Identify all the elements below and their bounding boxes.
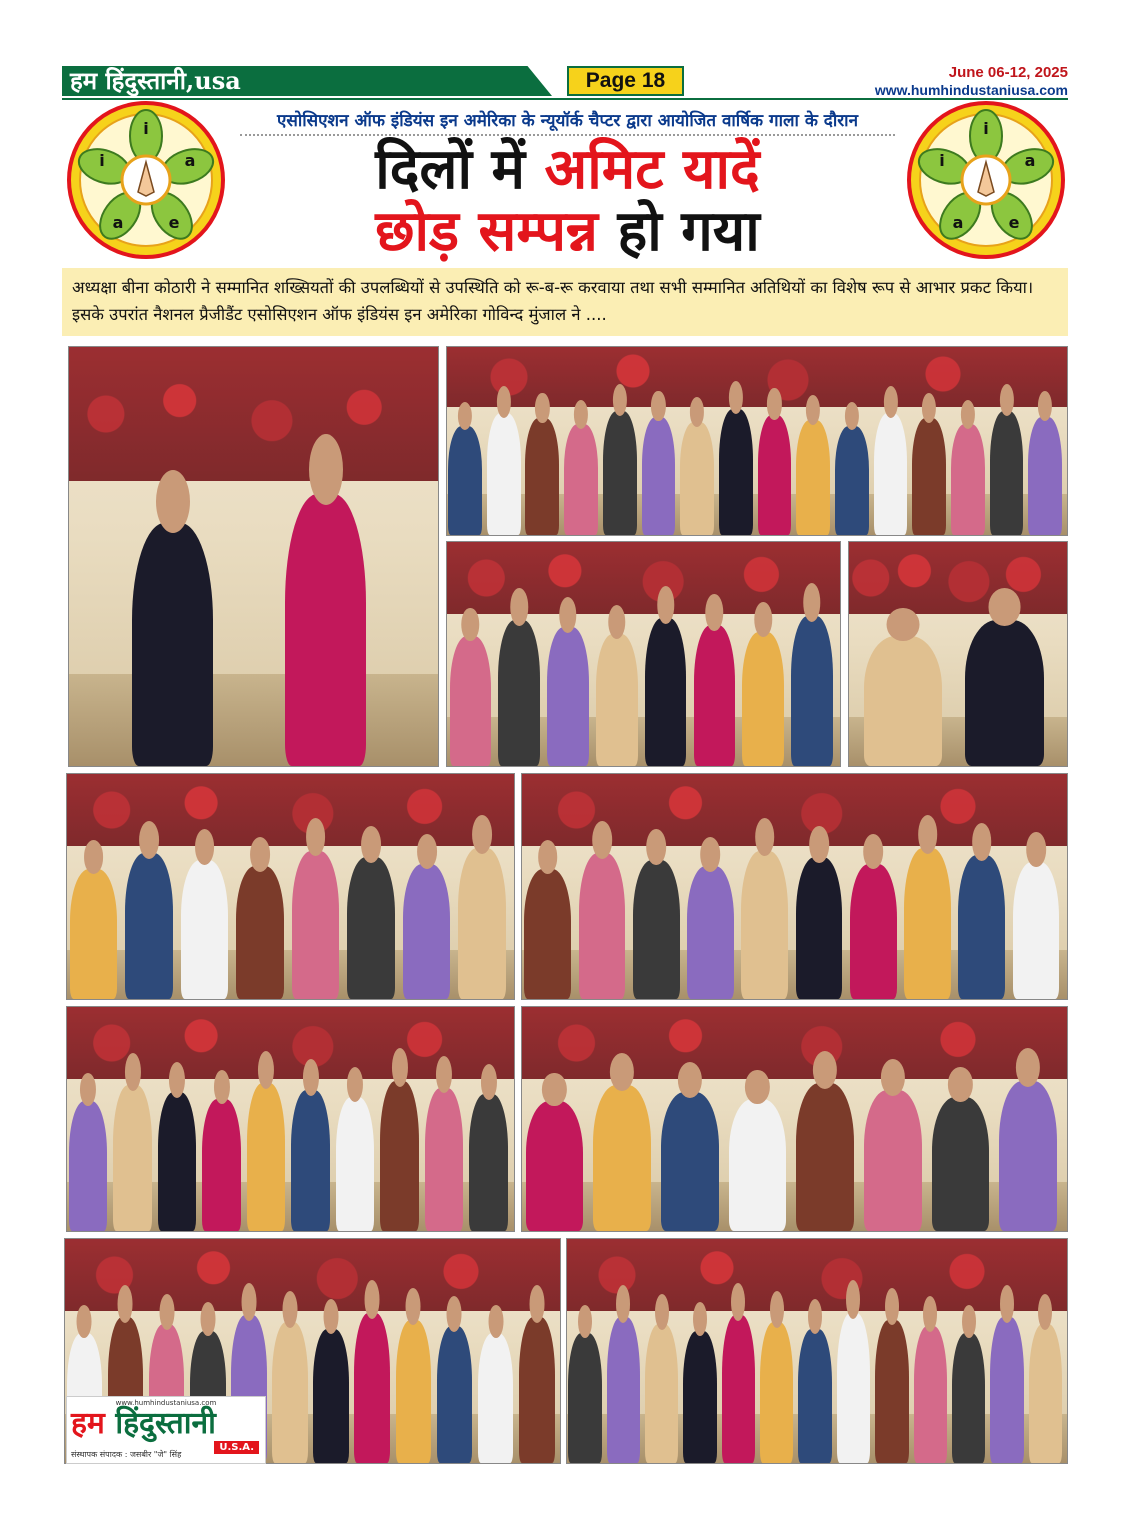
guest-figure [181, 860, 228, 1000]
guest-figure [458, 848, 505, 999]
guest-figure [1028, 417, 1062, 535]
guest-figure [425, 1088, 463, 1231]
guest-figure [904, 848, 951, 999]
guest-figure [336, 1097, 374, 1231]
footer-brand-logo [66, 1396, 266, 1464]
guest-figure [864, 1090, 922, 1231]
guest-figure [125, 853, 172, 999]
svg-text:e: e [168, 213, 180, 232]
guest-figure [579, 853, 626, 999]
guest-figure [437, 1326, 473, 1463]
guest-figure [526, 1101, 584, 1231]
guest-figure [796, 857, 843, 999]
guest-figure [642, 417, 676, 535]
photo-guests-group [66, 1006, 515, 1232]
svg-text:a: a [112, 213, 124, 232]
guest-figure [951, 424, 985, 535]
guest-figure [450, 636, 492, 766]
guest-figure [285, 494, 366, 766]
guest-figure [687, 866, 734, 999]
page-number: Page 18 [567, 66, 684, 96]
footer-logo-url: www.humhindustaniusa.com [115, 1399, 217, 1407]
guest-figure [354, 1313, 390, 1463]
guest-figure [519, 1317, 555, 1463]
footer-logo-name-part1: हम [71, 1406, 116, 1441]
guest-figure [469, 1094, 507, 1231]
guest-figure [498, 620, 540, 766]
guest-figure [796, 420, 830, 535]
footer-logo-editor: संस्थापक संपादक : जसबीर "जे" सिंह [71, 1450, 182, 1459]
guest-figure [835, 426, 869, 535]
guest-figure [347, 857, 394, 999]
website-url: www.humhindustaniusa.com [874, 82, 1068, 98]
guest-figure [932, 1097, 990, 1231]
guest-figure [796, 1083, 854, 1231]
guest-figure [69, 1101, 107, 1231]
footer-logo-name-part2: हिंदुस्तानी [115, 1406, 216, 1441]
guest-figure [593, 1085, 651, 1231]
footer-logo-usa: U.S.A. [214, 1441, 259, 1454]
guest-figure [313, 1329, 349, 1463]
guest-figure [568, 1333, 601, 1463]
guest-figure [633, 860, 680, 1000]
photo-couple [68, 346, 439, 767]
guest-figure [965, 620, 1043, 766]
guest-figure [914, 1326, 947, 1463]
guest-figure [680, 422, 714, 535]
guest-figure [396, 1320, 432, 1463]
headline-line-2-black: हो गया [617, 199, 760, 264]
photo-plaque-presentation [566, 1238, 1068, 1464]
guest-figure [158, 1092, 196, 1231]
photo-poster-presentation [521, 773, 1068, 1000]
guest-figure [247, 1083, 285, 1231]
guest-figure [1029, 1324, 1062, 1463]
guest-figure [272, 1322, 308, 1463]
guest-figure [1013, 862, 1060, 999]
guest-figure [70, 869, 117, 1000]
guest-figure [837, 1313, 870, 1463]
guest-figure [113, 1085, 151, 1231]
svg-text:i: i [99, 151, 105, 170]
photo-plaque-group [521, 1006, 1068, 1232]
guest-figure [645, 1324, 678, 1463]
headline-line-2-red: छोड़ सम्पन्न [375, 199, 598, 264]
subheadline: एसोसिएशन ऑफ इंडियंस इन अमेरिका के न्यूयॉर्क चैप्टर द्वारा आयोजित वार्षिक गाला के दौरान [276, 111, 859, 131]
guest-figure [564, 424, 598, 535]
guest-figure [958, 855, 1005, 999]
guest-figure [850, 864, 897, 999]
guest-figure [645, 618, 687, 766]
guest-figure [132, 523, 213, 766]
svg-text:i: i [143, 119, 149, 138]
guest-figure [403, 864, 450, 999]
guest-figure [683, 1331, 716, 1463]
issue-date: June 06-12, 2025 [948, 64, 1068, 81]
svg-text:a: a [1024, 151, 1036, 170]
guest-figure [742, 632, 784, 766]
footer-logo-name [71, 1407, 216, 1441]
aia-logo-right [906, 100, 1066, 260]
svg-text:i: i [939, 151, 945, 170]
guest-figure [999, 1081, 1057, 1231]
guest-figure [719, 409, 753, 535]
guest-figure [758, 415, 792, 535]
guest-figure [864, 636, 942, 766]
headline-line-1-black: दिलों में [375, 137, 525, 202]
svg-text:i: i [983, 119, 989, 138]
guest-figure [202, 1099, 240, 1231]
guest-figure [990, 411, 1024, 535]
guest-figure [603, 411, 637, 535]
photo-hosts-stage [848, 541, 1068, 767]
guest-figure [291, 1090, 329, 1231]
guest-figure [875, 1320, 908, 1463]
guest-figure [292, 851, 339, 1000]
guest-figure [874, 413, 908, 535]
photo-family-group [446, 541, 841, 767]
guest-figure [380, 1081, 418, 1231]
aia-logo-left [66, 100, 226, 260]
guest-figure [694, 625, 736, 766]
intro-paragraph: अध्यक्षा बीना कोठारी ने सम्मानित शख्सियतों की उपलब्धियों से उपस्थिति को रू-ब-रू करवाया तथा सभी सम्मानित अतिथियों का विशेष रूप से आभार प्रकट किया। इसके उपरांत नैशनल प्रैजीडैंट एसोसिएशन ऑफ इंडियंस इन अमेरिका गोविन्द मुंजाल ने .... [62, 268, 1068, 336]
guest-figure [729, 1099, 787, 1231]
guest-figure [487, 413, 521, 535]
svg-text:a: a [184, 151, 196, 170]
guest-figure [990, 1317, 1023, 1463]
guest-figure [448, 426, 482, 535]
guest-figure [478, 1333, 514, 1463]
guest-figure [607, 1317, 640, 1463]
headline-line-1-red: अमिट यादें [544, 137, 760, 202]
guest-figure [798, 1329, 831, 1463]
photo-women-group [66, 773, 515, 1000]
subhead-divider [240, 134, 895, 136]
guest-figure [791, 616, 833, 766]
guest-figure [952, 1333, 985, 1463]
masthead-title: हम हिंदुस्तानी,usa [70, 66, 241, 95]
headline-line-1 [230, 138, 905, 202]
guest-figure [760, 1322, 793, 1463]
guest-figure [912, 418, 946, 535]
svg-text:e: e [1008, 213, 1020, 232]
photo-award-group [446, 346, 1068, 536]
guest-figure [741, 851, 788, 1000]
guest-figure [722, 1315, 755, 1463]
guest-figure [524, 869, 571, 1000]
guest-figure [661, 1092, 719, 1231]
headline-line-2 [230, 200, 905, 264]
guest-figure [236, 866, 283, 999]
guest-figure [547, 627, 589, 766]
svg-text:a: a [952, 213, 964, 232]
guest-figure [525, 418, 559, 535]
guest-figure [596, 634, 638, 766]
